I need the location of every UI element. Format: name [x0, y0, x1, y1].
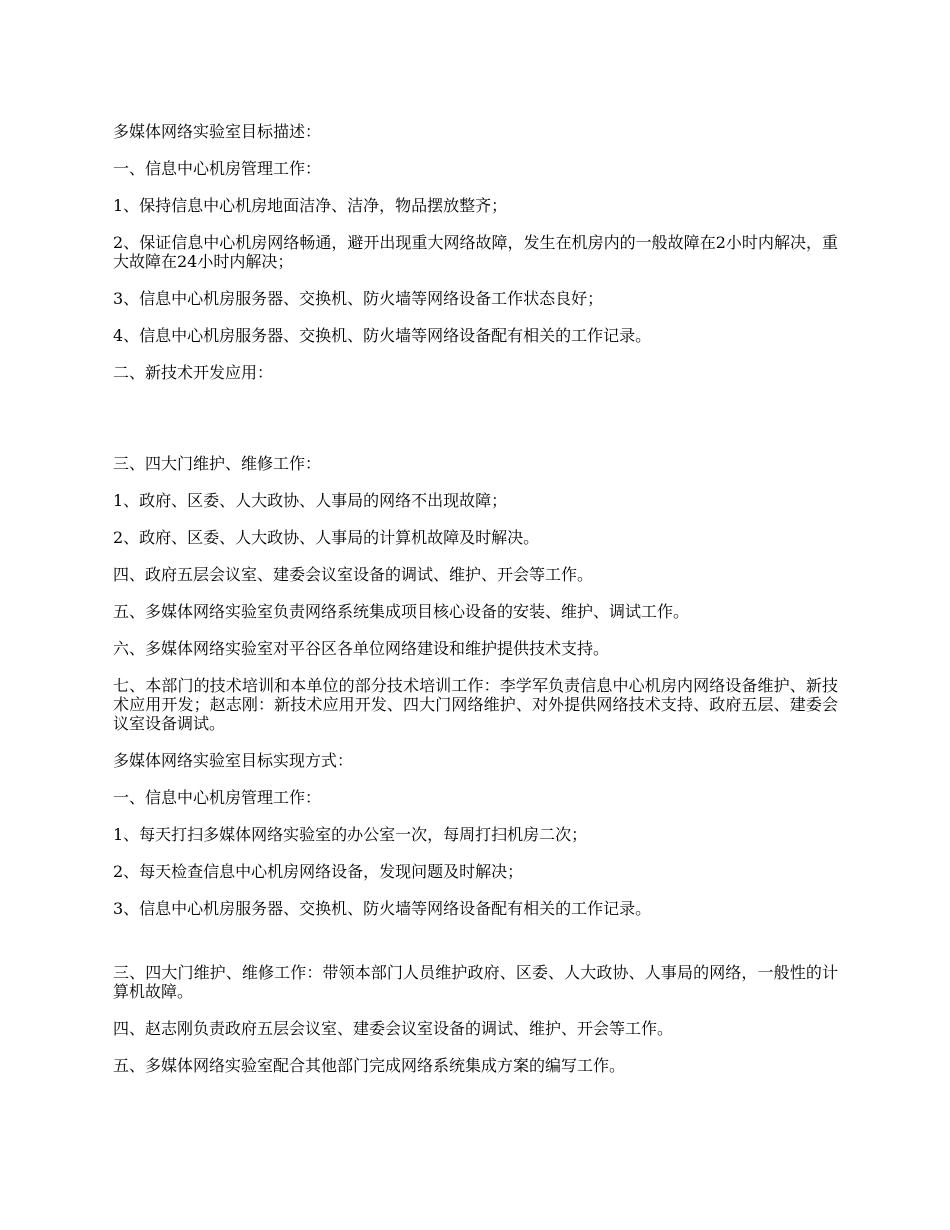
list-item: 2、每天检查信息中心机房网络设备，发现问题及时解决；	[113, 862, 524, 881]
section-heading-1b: 一、信息中心机房管理工作：	[113, 788, 322, 807]
list-item: 3、信息中心机房服务器、交换机、防火墙等网络设备工作状态良好；	[113, 289, 604, 308]
list-item: 1、每天打扫多媒体网络实验室的办公室一次，每周打扫机房二次；	[113, 825, 588, 844]
list-item: 3、信息中心机房服务器、交换机、防火墙等网络设备配有相关的工作记录。	[113, 899, 652, 918]
section-heading-4b: 四、赵志刚负责政府五层会议室、建委会议室设备的调试、维护、开会等工作。	[113, 1019, 674, 1038]
document-body	[113, 122, 838, 1093]
section-heading-2: 二、新技术开发应用：	[113, 363, 274, 382]
section-heading-6: 六、多媒体网络实验室对平谷区各单位网络建设和维护提供技术支持。	[113, 639, 610, 658]
list-item: 2、保证信息中心机房网络畅通，避开出现重大网络故障，发生在机房内的一般故障在2小时内解决，重大故障在24小时内解决；	[113, 233, 838, 271]
section-heading-goal-description: 多媒体网络实验室目标描述：	[113, 122, 322, 141]
section-heading-goal-implementation: 多媒体网络实验室目标实现方式：	[113, 751, 354, 770]
section-heading-7: 七、本部门的技术培训和本单位的部分技术培训工作：李学军负责信息中心机房内网络设备维护、新技术应用开发；赵志刚：新技术应用开发、四大门网络维护、对外提供网络技术支持、政府五层、建委会议室设备调试。	[113, 676, 838, 733]
section-heading-4: 四、政府五层会议室、建委会议室设备的调试、维护、开会等工作。	[113, 565, 594, 584]
section-heading-5b: 五、多媒体网络实验室配合其他部门完成网络系统集成方案的编写工作。	[113, 1056, 626, 1075]
list-item: 2、政府、区委、人大政协、人事局的计算机故障及时解决。	[113, 528, 540, 547]
list-item: 1、保持信息中心机房地面洁净、洁净，物品摆放整齐；	[113, 196, 508, 215]
section-heading-5: 五、多媒体网络实验室负责网络系统集成项目核心设备的安装、维护、调试工作。	[113, 602, 690, 621]
section-heading-3b: 三、四大门维护、维修工作：带领本部门人员维护政府、区委、人大政协、人事局的网络，一般性的计算机故障。	[113, 963, 838, 1001]
list-item: 1、政府、区委、人大政协、人事局的网络不出现故障；	[113, 491, 508, 510]
list-item: 4、信息中心机房服务器、交换机、防火墙等网络设备配有相关的工作记录。	[113, 326, 652, 345]
section-heading-1: 一、信息中心机房管理工作：	[113, 159, 322, 178]
section-heading-3: 三、四大门维护、维修工作：	[113, 454, 322, 473]
